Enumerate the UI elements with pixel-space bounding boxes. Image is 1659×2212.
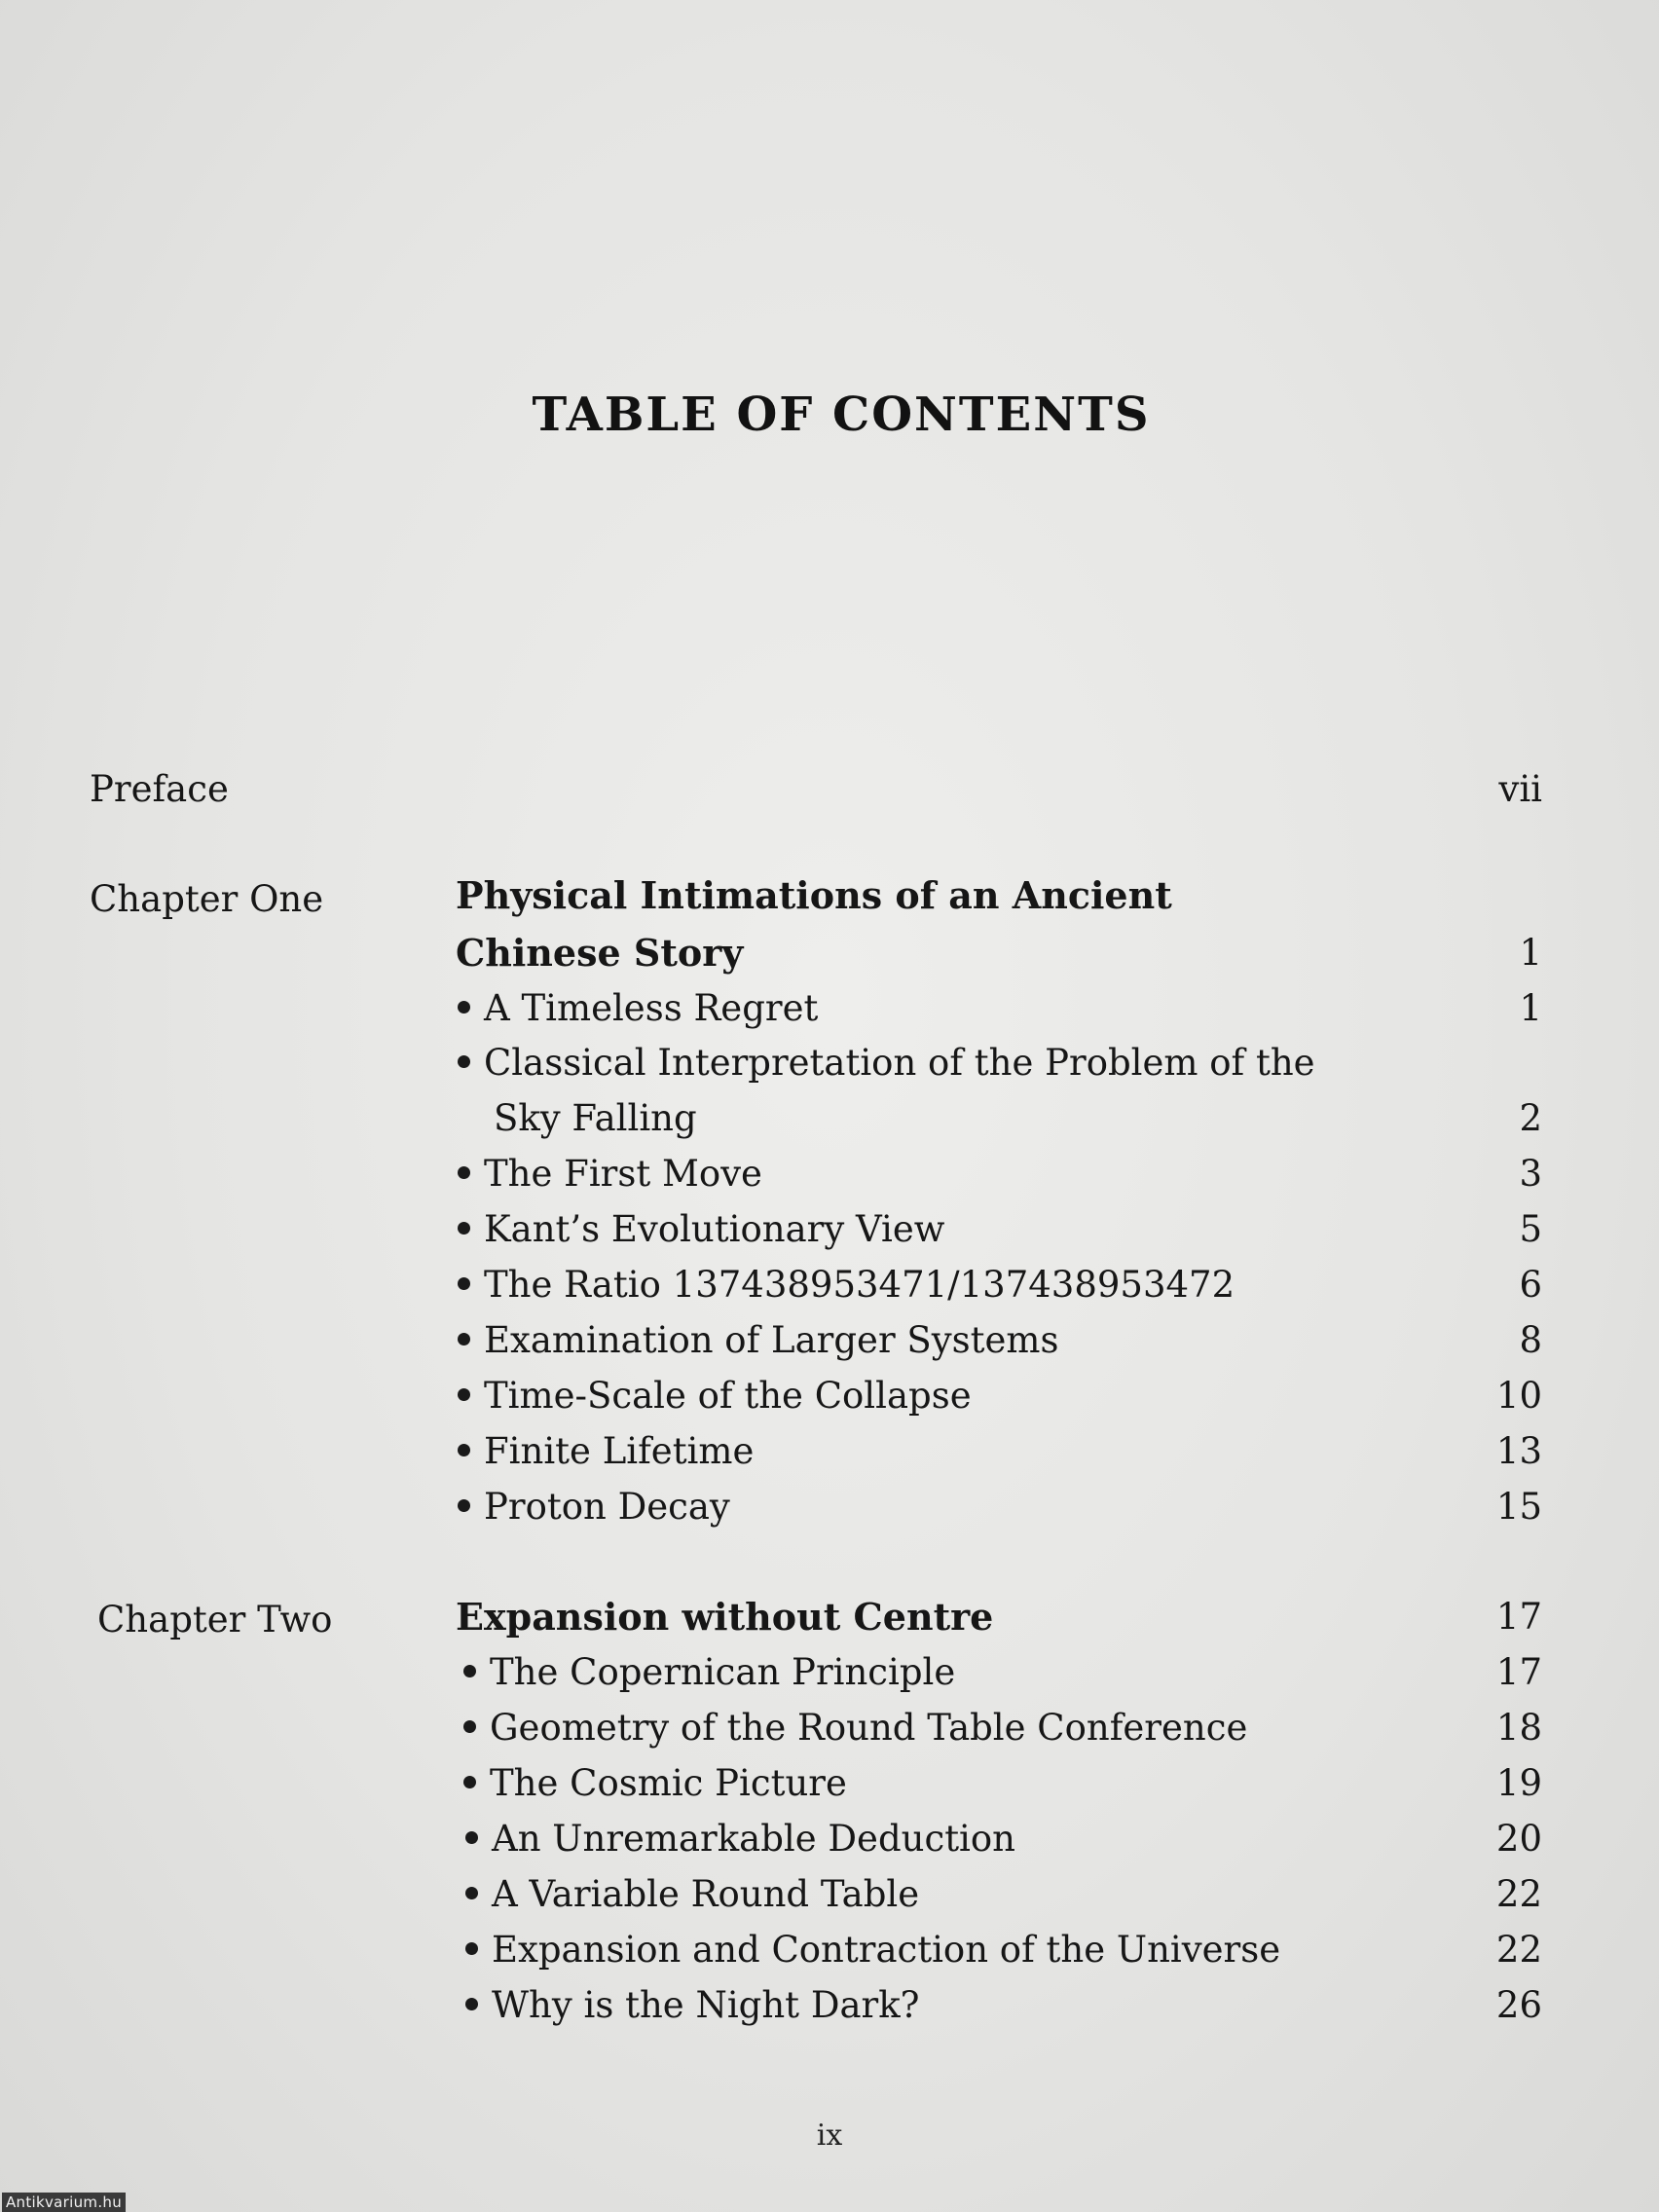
page-title: TABLE OF CONTENTS	[532, 387, 1151, 442]
bullet-icon	[465, 1831, 478, 1844]
chapter-two-page: 17	[1495, 1596, 1542, 1638]
bullet-icon	[458, 1055, 470, 1068]
toc-entry-page: 2	[1519, 1097, 1542, 1139]
bullet-icon	[458, 1499, 470, 1512]
bullet-icon	[463, 1665, 476, 1677]
toc-entry: Kant’s Evolutionary View	[458, 1211, 944, 1247]
page-number: ix	[816, 2119, 843, 2153]
bullet-icon	[458, 1222, 470, 1235]
chapter-two-label: Chapter Two	[97, 1599, 333, 1641]
toc-entry: Finite Lifetime	[458, 1433, 754, 1469]
bullet-icon	[463, 1776, 476, 1788]
chapter-one-heading-line1: Physical Intimations of an Ancient	[456, 873, 1172, 917]
toc-entry: Geometry of the Round Table Conference	[463, 1710, 1247, 1746]
toc-entry: A Timeless Regret	[458, 990, 818, 1026]
toc-entry-page: 5	[1519, 1208, 1542, 1250]
chapter-one-label: Chapter One	[90, 878, 324, 920]
chapter-two-heading: Expansion without Centre	[456, 1595, 994, 1639]
chapter-one-heading-line2: Chinese Story	[456, 931, 744, 975]
toc-entry-page: 6	[1519, 1264, 1542, 1306]
bullet-icon	[458, 1388, 470, 1401]
toc-entry: The Ratio 137438953471/137438953472	[458, 1267, 1235, 1303]
bullet-icon	[458, 1333, 470, 1346]
toc-entry-page: 18	[1495, 1707, 1542, 1749]
preface-page: vii	[1498, 768, 1542, 810]
toc-entry: Time-Scale of the Collapse	[458, 1378, 972, 1414]
toc-entry-page: 13	[1495, 1430, 1542, 1472]
bullet-icon	[458, 1444, 470, 1456]
bullet-icon	[465, 1887, 478, 1899]
bullet-icon	[458, 1166, 470, 1179]
toc-entry-page: 22	[1495, 1873, 1542, 1915]
bullet-icon	[458, 1001, 470, 1014]
toc-entry: Why is the Night Dark?	[465, 1987, 919, 2023]
toc-entry-page: 8	[1519, 1319, 1542, 1361]
toc-entry: The Cosmic Picture	[463, 1765, 847, 1801]
watermark-label: Antikvarium.hu	[2, 2193, 126, 2212]
toc-entry: Expansion and Contraction of the Universe	[465, 1932, 1280, 1968]
toc-entry: The First Move	[458, 1156, 762, 1192]
toc-entry: Examination of Larger Systems	[458, 1322, 1058, 1358]
toc-entry-page: 22	[1495, 1929, 1542, 1971]
preface-label: Preface	[90, 768, 229, 810]
toc-entry: A Variable Round Table	[465, 1876, 919, 1912]
toc-entry-page: 3	[1519, 1153, 1542, 1195]
bullet-icon	[465, 1942, 478, 1955]
toc-entry-page: 17	[1495, 1651, 1542, 1693]
bullet-icon	[463, 1720, 476, 1733]
toc-entry-page: 1	[1519, 987, 1542, 1029]
toc-entry-page: 19	[1495, 1762, 1542, 1804]
bullet-icon	[458, 1277, 470, 1290]
toc-entry-page: 20	[1495, 1818, 1542, 1860]
chapter-one-page: 1	[1519, 932, 1542, 974]
toc-entry: An Unremarkable Deduction	[465, 1821, 1015, 1857]
toc-entry: Classical Interpretation of the Problem of the	[458, 1045, 1315, 1081]
toc-entry-page: 15	[1495, 1486, 1542, 1528]
toc-entry-page: 10	[1495, 1375, 1542, 1417]
toc-entry-continuation: Sky Falling	[494, 1097, 697, 1139]
bullet-icon	[465, 1998, 478, 2010]
toc-entry: The Copernican Principle	[463, 1654, 955, 1690]
toc-entry-page: 26	[1495, 1984, 1542, 2026]
toc-entry: Proton Decay	[458, 1489, 730, 1525]
